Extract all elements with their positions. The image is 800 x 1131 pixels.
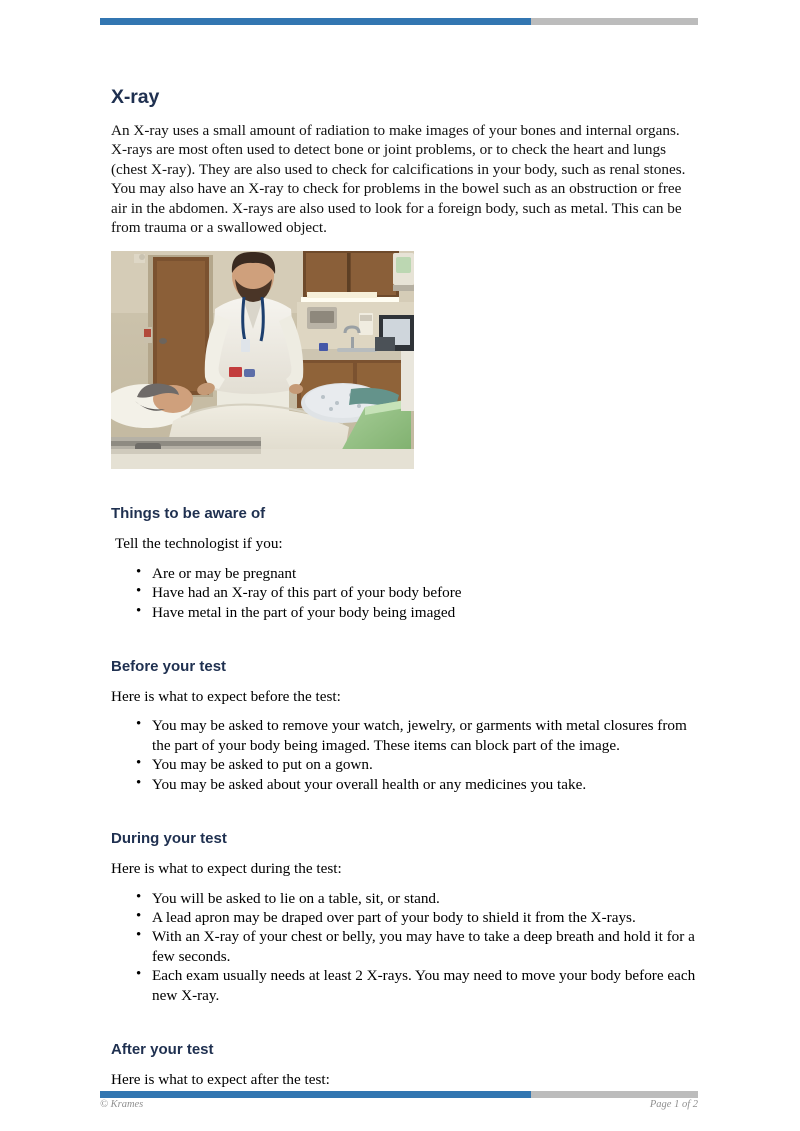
during-bullet-list: [111, 889, 699, 1005]
list-item: • With an X-ray of your chest or belly, you may have to take a deep breath and hold it for a few seconds.: [152, 927, 699, 966]
spacer: [111, 1005, 699, 1041]
aware-bullet-list: [111, 564, 699, 622]
list-item: • Each exam usually needs at least 2 X-rays. You may need to move your body before each new X-ray.: [152, 966, 699, 1005]
before-bullet-list: [111, 716, 699, 794]
list-item: • Have metal in the part of your body being imaged: [152, 603, 699, 622]
header-rule-remainder: [531, 18, 698, 25]
footer-rule-fill: [100, 1091, 531, 1098]
list-item: • Have had an X-ray of this part of your body before: [152, 583, 699, 602]
list-item: • Are or may be pregnant: [152, 564, 699, 583]
aware-lead-text: Tell the technologist if you:: [115, 535, 283, 553]
page-number: Page 1 of 2: [649, 1099, 698, 1110]
section-heading-before-your-test: Before your test: [111, 658, 227, 676]
page-footer: [100, 1099, 698, 1110]
spacer: [111, 622, 699, 658]
list-item: • You will be asked to lie on a table, sit, or stand.: [152, 889, 699, 908]
header-rule-fill: [100, 18, 531, 25]
list-item: • You may be asked to remove your watch, jewelry, or garments with metal closures from the part of your body being imaged. These items can block part of the image.: [152, 716, 699, 755]
spacer: [111, 794, 699, 830]
after-lead-text: Here is what to expect after the test:: [111, 1070, 330, 1088]
document-content: [111, 86, 699, 1089]
list-item: • You may be asked about your overall health or any medicines you take.: [152, 775, 699, 794]
header-rule: [100, 18, 698, 25]
exam-room-photo-graphic: [111, 251, 414, 469]
spacer: [111, 469, 699, 505]
list-item: • You may be asked to put on a gown.: [152, 755, 699, 774]
copyright-text: © Krames: [100, 1099, 144, 1110]
exam-room-photo: [111, 251, 414, 469]
section-heading-during-your-test: During your test: [111, 830, 227, 848]
section-heading-after-your-test: After your test: [111, 1040, 214, 1058]
section-heading-things-to-be-aware-of: Things to be aware of: [111, 505, 266, 523]
list-item: • A lead apron may be draped over part of your body to shield it from the X-rays.: [152, 908, 699, 927]
footer-rule-remainder: [531, 1091, 698, 1098]
before-lead-text: Here is what to expect before the test:: [111, 688, 341, 706]
page-title: X-ray: [111, 86, 160, 108]
intro-paragraph: An X-ray uses a small amount of radiation to make images of your bones and internal organs. X-rays are most often used to detect bone or joint problems, or to check the heart and lungs (chest X-ray). They are also used to check for calcifications in your body, such as renal stones. You may also have an X-ray to check for problems in the bowel such as an obstruction or free air in the abdomen. X-rays are also used to look for a foreign body, such as metal. This can be from trauma or a swallowed object.: [111, 122, 686, 237]
during-lead-text: Here is what to expect during the test:: [111, 860, 342, 878]
footer-rule: [100, 1091, 698, 1098]
